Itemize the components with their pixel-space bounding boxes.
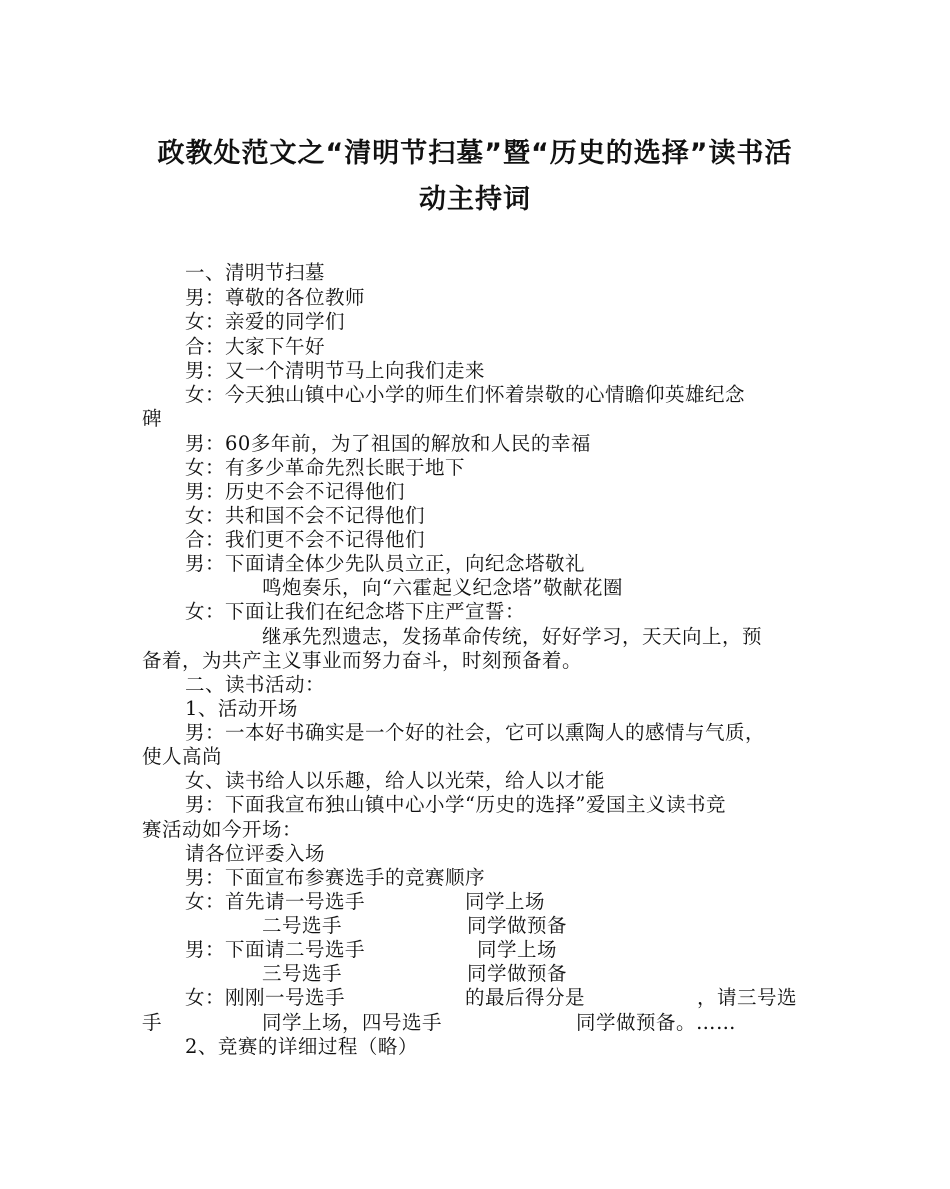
text-line: 女：共和国不会不记得他们 (185, 504, 426, 527)
text-line: 男：一本好书确实是一个好的社会，它可以熏陶人的感情与气质， (185, 721, 766, 744)
text-line: 鸣炮奏乐，向“六霍起义纪念塔”敬献花圈 (262, 576, 623, 599)
text-fragment: 同学做预备。…… (576, 1011, 737, 1034)
text-line: 女：有多少革命先烈长眠于地下 (185, 456, 466, 479)
text-fragment: 二号选手 (262, 914, 343, 937)
text-line: 使人高尚 (142, 745, 223, 768)
text-line: 女：首先请一号选手 (185, 890, 366, 913)
text-fragment: 同学上场 (465, 890, 546, 913)
text-line: 赛活动如今开场： (142, 818, 303, 841)
text-fragment: 的最后得分是 (465, 986, 586, 1009)
text-fragment: 同学上场，四号选手 (262, 1011, 443, 1034)
text-line: 男：60多年前，为了祖国的解放和人民的幸福 (185, 432, 591, 455)
text-line: 碑 (142, 407, 163, 430)
text-fragment: 同学做预备 (467, 914, 568, 937)
text-line: 男：历史不会不记得他们 (185, 480, 406, 503)
document-title-line-2: 动主持词 (419, 184, 531, 215)
text-line: 2、竞赛的详细过程（略） (185, 1035, 418, 1058)
text-fragment: 同学做预备 (467, 962, 568, 985)
text-line: 男：下面我宣布独山镇中心小学“历史的选择”爱国主义读书竞 (185, 793, 726, 816)
text-line: 女：下面让我们在纪念塔下庄严宣誓： (185, 600, 526, 623)
section-heading-tomb-sweeping: 一、清明节扫墓 (185, 261, 326, 284)
text-line: 男：又一个清明节马上向我们走来 (185, 359, 486, 382)
text-line: 请各位评委入场 (185, 842, 326, 865)
text-line: 备着，为共产主义事业而努力奋斗，时刻预备着。 (142, 649, 583, 672)
text-line: 男：尊敬的各位教师 (185, 286, 366, 309)
text-line: 1、活动开场 (185, 697, 298, 720)
text-fragment: 手 (142, 1011, 163, 1034)
text-line: 男：下面请二号选手 (185, 938, 366, 961)
text-line: 合：我们更不会不记得他们 (185, 528, 426, 551)
section-heading-reading-activity: 二、读书活动： (185, 673, 326, 696)
text-line: 合：大家下午好 (185, 335, 326, 358)
text-line: 女、读书给人以乐趣，给人以光荣，给人以才能 (185, 769, 606, 792)
text-line: 男：下面宣布参赛选手的竞赛顺序 (185, 866, 486, 889)
text-line: 男：下面请全体少先队员立正，向纪念塔敬礼 (185, 552, 586, 575)
document-title-line-1: 政教处范文之“清明节扫墓”暨“历史的选择”读书活 (157, 138, 793, 169)
text-line: 女：今天独山镇中心小学的师生们怀着崇敬的心情瞻仰英雄纪念 (185, 383, 746, 406)
text-fragment: 三号选手 (262, 962, 343, 985)
text-fragment: ，请三号选 (697, 986, 798, 1009)
text-line: 女：亲爱的同学们 (185, 310, 346, 333)
text-line: 继承先烈遗志，发扬革命传统，好好学习，天天向上，预 (262, 625, 763, 648)
text-line: 女：刚刚一号选手 (185, 986, 346, 1009)
text-fragment: 同学上场 (477, 938, 558, 961)
